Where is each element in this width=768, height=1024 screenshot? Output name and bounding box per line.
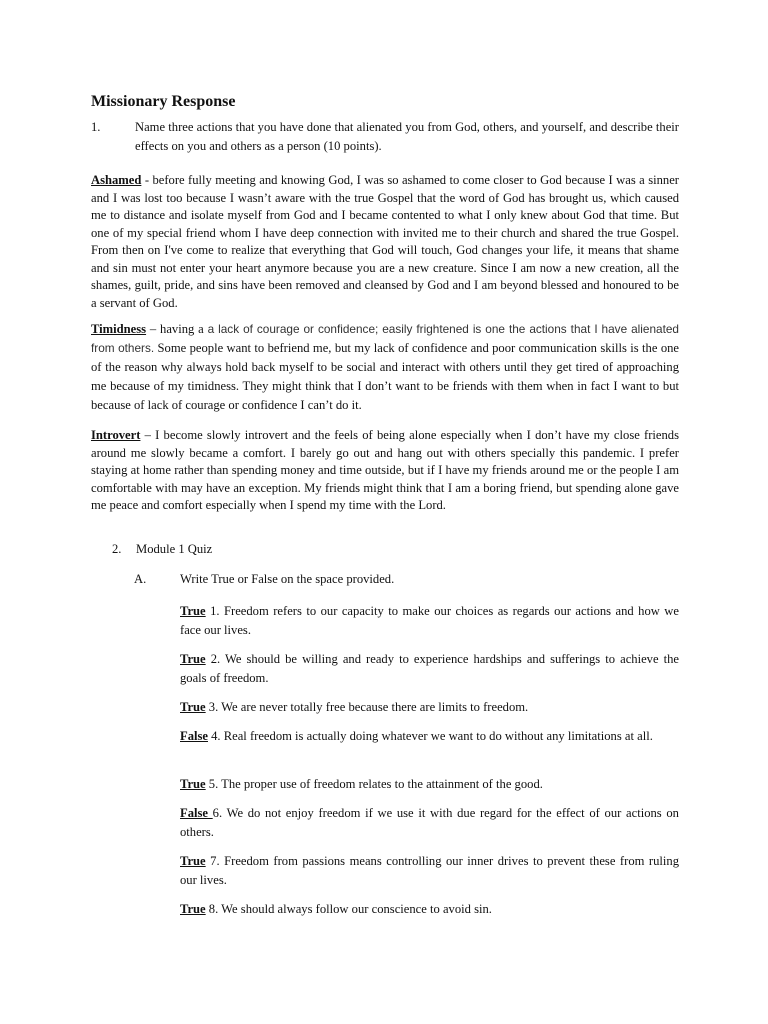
document-title: Missionary Response [91, 93, 236, 110]
quiz-item [180, 804, 679, 842]
part-a-letter: A. [134, 572, 147, 586]
response-term: Timidness [91, 322, 147, 336]
question-1-number: 1. [91, 120, 101, 134]
quiz-statement: 2. We should be willing and ready to experience hardships and sufferings to achieve the goals of freedom. [180, 652, 679, 685]
quiz-statement: 7. Freedom from passions means controlling our inner drives to prevent these from ruling our lives. [180, 854, 679, 887]
part-a [134, 572, 394, 587]
response-timidness [91, 320, 679, 415]
quiz-answer: True [180, 902, 206, 916]
quiz-answer: True [180, 854, 206, 868]
quiz-answer: False [180, 729, 208, 743]
quiz-answer: True [180, 777, 206, 791]
quiz-item [180, 698, 679, 717]
quiz-answer: False [180, 806, 213, 820]
question-2 [112, 542, 212, 557]
quiz-item [180, 900, 679, 919]
response-definition: a lack of courage or confidence; easily frightened is one the actions that I have alienated from others. [91, 322, 679, 355]
response-text: Some people want to befriend me, but my lack of confidence and poor communication skills is the one of the reason why always hold back myself to be social and interact with others until they get tired of approaching me because of my timidness. They might think that I don’t want to be friends with them when in fact I want to but because of lack of courage or confidence I can’t do it. [91, 341, 680, 412]
quiz-item [180, 650, 679, 688]
response-ashamed [91, 172, 679, 312]
question-2-number: 2. [112, 542, 122, 556]
quiz-answer: True [180, 652, 206, 666]
quiz-answer: True [180, 700, 206, 714]
part-a-instruction: Write True or False on the space provided. [180, 572, 395, 586]
quiz-item [180, 727, 679, 746]
response-term: Introvert [91, 428, 141, 442]
response-text: – I become slowly introvert and the feels of being alone especially when I don’t have my close friends around me slowly became a comfort. I barely go out and hang out with others specially this pandemic. I prefer staying at home rather than spending money and time outside, but if I have my friends around me or the people I am comfortable with may have an exception. My friends might think that I am a boring friend, but spending alone gave me peace and comfort especially when I spend my time with the Lord. [91, 428, 679, 512]
quiz-answer: True [180, 604, 206, 618]
quiz-statement: 8. We should always follow our conscience to avoid sin. [205, 902, 492, 916]
quiz-item [180, 602, 679, 640]
quiz-statement: 3. We are never totally free because there are limits to freedom. [205, 700, 529, 714]
question-2-label: Module 1 Quiz [136, 542, 213, 556]
quiz-statement: 6. We do not enjoy freedom if we use it with due regard for the effect of our actions on others. [180, 806, 679, 839]
question-1-text: Name three actions that you have done that alienated you from God, others, and yourself, and describe their effects on you and others as a person (10 points). [135, 120, 679, 153]
response-introvert [91, 427, 679, 515]
question-1 [91, 118, 679, 156]
quiz-item [180, 775, 679, 794]
response-lead: – having a [146, 322, 208, 336]
response-text: - before fully meeting and knowing God, I was so ashamed to come closer to God because I was a sinner and I was lost too because I wasn’t aware with the true Gospel that the word of God has brought us, which caused me to distance and isolate myself from God and I became contented to what I only knew about God that time. But one of my special friend whom I have deep connection with invited me to their church and shared the true Gospel. From then on I've come to realize that everything that God will touch, God changes your life, it means that shame and sin must not enter your heart anymore because you are a new creature. Since I am now a new creation, all the shames, guilt, pride, and sins have been removed and cleansed by God and I am beyond blessed and honoured to be a servant of God. [91, 173, 679, 310]
quiz-item [180, 852, 679, 890]
quiz-statement: 4. Real freedom is actually doing whatever we want to do without any limitations at all. [207, 729, 653, 743]
quiz-statement: 1. Freedom refers to our capacity to make our choices as regards our actions and how we face our lives. [180, 604, 679, 637]
response-term: Ashamed [91, 173, 142, 187]
quiz-statement: 5. The proper use of freedom relates to the attainment of the good. [205, 777, 543, 791]
